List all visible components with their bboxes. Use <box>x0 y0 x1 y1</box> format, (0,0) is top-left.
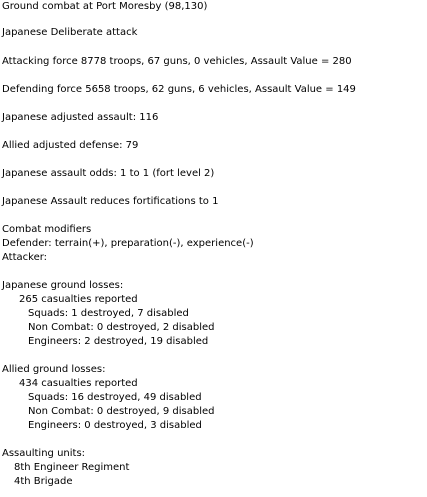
fortification-note: Japanese Assault reduces fortifications to 1 <box>2 196 219 207</box>
attack-type: Japanese Deliberate attack <box>2 27 138 38</box>
assault-odds: Japanese assault odds: 1 to 1 (fort level 2) <box>2 168 215 179</box>
japanese-engineers: Engineers: 2 destroyed, 19 disabled <box>28 336 209 347</box>
allied-engineers: Engineers: 0 destroyed, 3 disabled <box>28 420 202 431</box>
allied-non-combat: Non Combat: 0 destroyed, 9 disabled <box>28 406 215 417</box>
report-title: Ground combat at Port Moresby (98,130) <box>2 1 208 12</box>
allied-squads: Squads: 16 destroyed, 49 disabled <box>28 392 202 403</box>
japanese-squads: Squads: 1 destroyed, 7 disabled <box>28 308 189 319</box>
assaulting-units-header: Assaulting units: <box>2 448 86 459</box>
adjusted-defense: Allied adjusted defense: 79 <box>2 140 139 151</box>
modifiers-header: Combat modifiers <box>2 224 92 235</box>
adjusted-assault: Japanese adjusted assault: 116 <box>2 112 159 123</box>
assaulting-unit-1: 8th Engineer Regiment <box>14 462 130 473</box>
defending-force: Defending force 5658 troops, 62 guns, 6 vehicles, Assault Value = 149 <box>2 84 356 95</box>
allied-casualties: 434 casualties reported <box>19 378 138 389</box>
japanese-losses-header: Japanese ground losses: <box>2 280 124 291</box>
attacking-force: Attacking force 8778 troops, 67 guns, 0 vehicles, Assault Value = 280 <box>2 56 352 67</box>
modifiers-defender: Defender: terrain(+), preparation(-), experience(-) <box>2 238 254 249</box>
allied-losses-header: Allied ground losses: <box>2 364 106 375</box>
assaulting-unit-2: 4th Brigade <box>14 476 73 487</box>
modifiers-attacker: Attacker: <box>2 252 48 263</box>
japanese-non-combat: Non Combat: 0 destroyed, 2 disabled <box>28 322 215 333</box>
japanese-casualties: 265 casualties reported <box>19 294 138 305</box>
